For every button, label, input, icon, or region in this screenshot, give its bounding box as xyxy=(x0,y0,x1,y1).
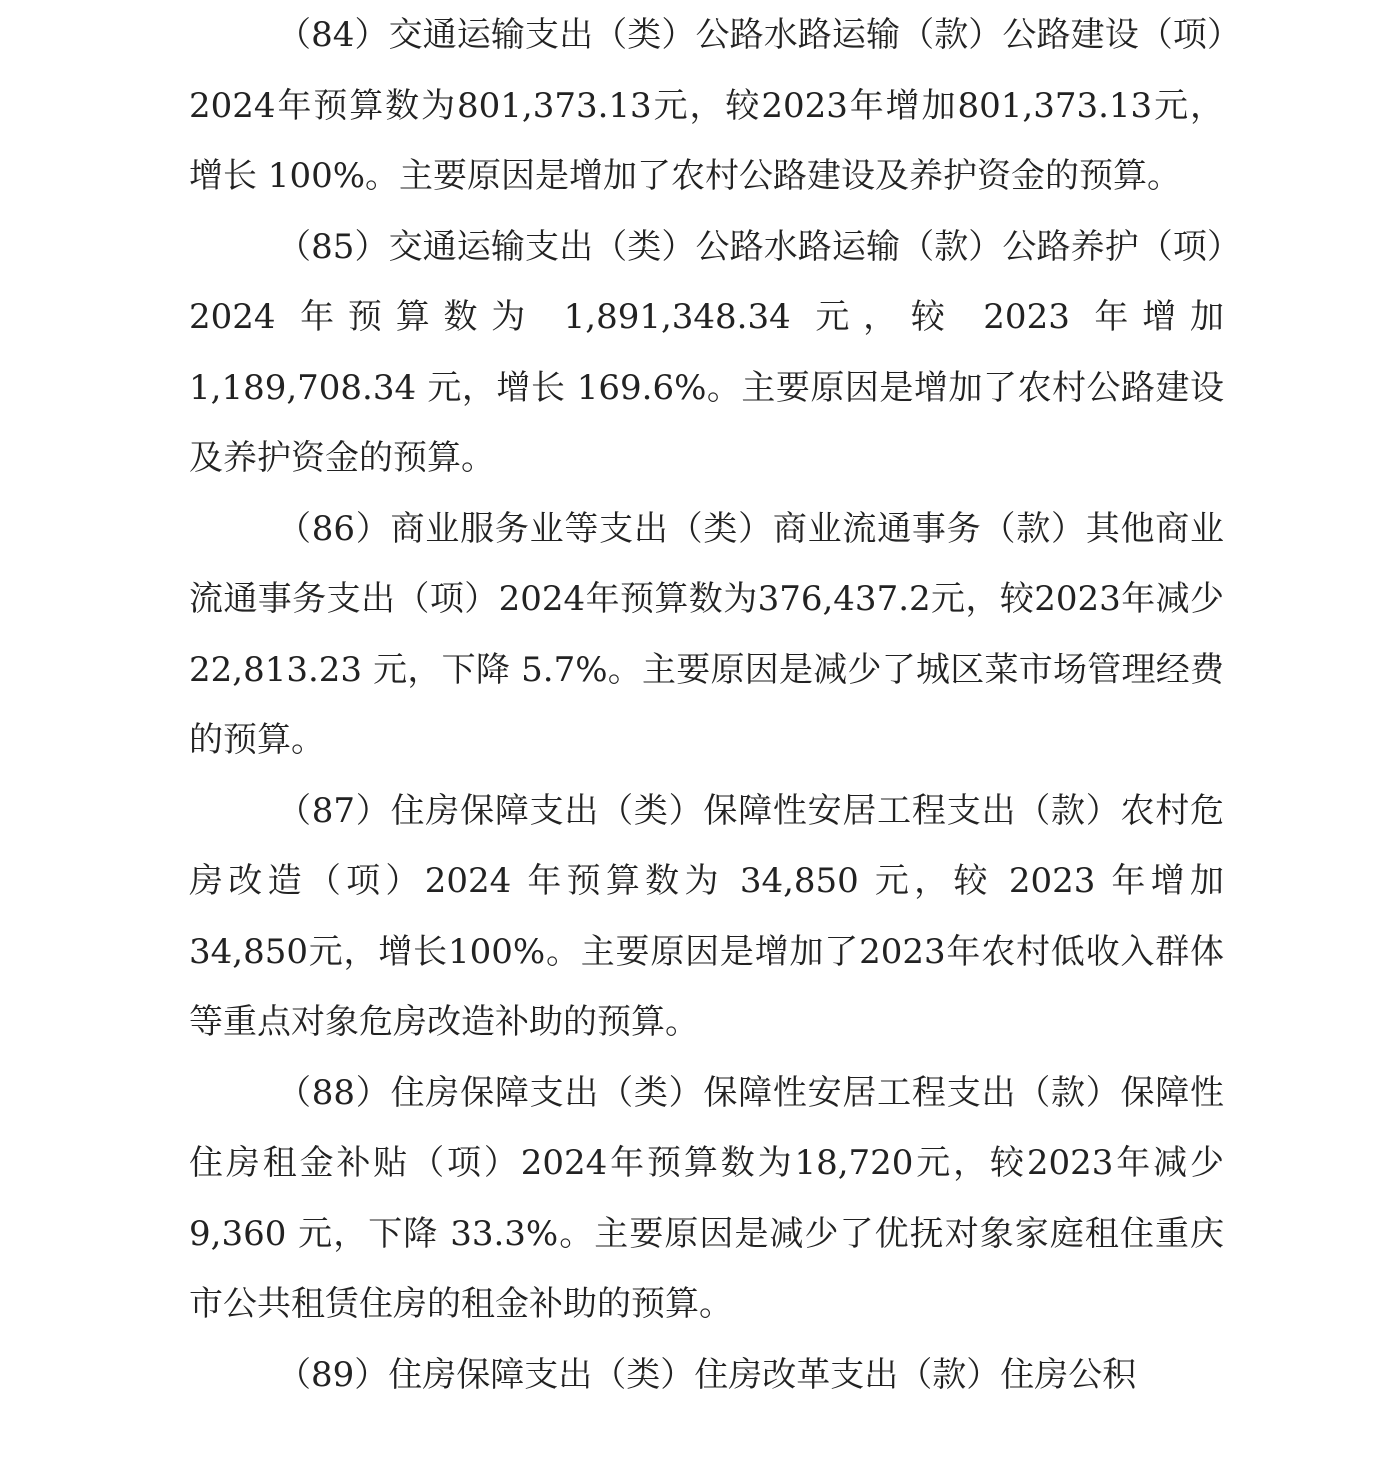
paragraph-87 xyxy=(189,776,1224,1058)
paragraph-85 xyxy=(189,212,1224,494)
paragraph-text: 住房保障支出（类）住房改革支出（款）住房公积 xyxy=(388,1354,1137,1395)
paragraph-number: （89） xyxy=(277,1354,389,1395)
document-page xyxy=(189,0,1224,1410)
paragraph-88 xyxy=(189,1058,1224,1340)
paragraph-86 xyxy=(189,494,1224,776)
paragraph-number: （85） xyxy=(277,226,389,267)
paragraph-text: 交通运输支出（类）公路水路运输（款）公路建设（项）2024年预算数为801,373.13元，较2023年增加801,373.13元，增长 100%。主要原因是增加了农村公路建设及养护资金的预算。 xyxy=(189,15,1225,196)
paragraph-number: （88） xyxy=(277,1072,391,1113)
paragraph-text: 商业服务业等支出（类）商业流通事务（款）其他商业流通事务支出（项）2024年预算数为376,437.2元，较2023年减少 22,813.23 元，下降 5.7%。主要原因是减少了城区菜市场管理经费的预算。 xyxy=(189,508,1225,760)
paragraph-84 xyxy=(189,0,1224,212)
paragraph-text: 交通运输支出（类）公路水路运输（款）公路养护（项）2024 年预算数为 1,891,348.34 元，较 2023 年增加1,189,708.34 元，增长 169.6%。主要原因是增加了农村公路建设及养护资金的预算。 xyxy=(189,226,1225,478)
paragraph-89 xyxy=(189,1340,1224,1411)
paragraph-number: （87） xyxy=(277,790,391,831)
paragraph-number: （86） xyxy=(277,508,391,549)
paragraph-text: 住房保障支出（类）保障性安居工程支出（款）保障性住房租金补贴（项）2024年预算数为18,720元，较2023年减少 9,360 元，下降 33.3%。主要原因是减少了优抚对象家庭租住重庆市公共租赁住房的租金补助的预算。 xyxy=(189,1072,1225,1324)
paragraph-text: 住房保障支出（类）保障性安居工程支出（款）农村危房改造（项）2024 年预算数为 34,850 元，较 2023 年增加34,850元，增长100%。主要原因是增加了2023年农村低收入群体等重点对象危房改造补助的预算。 xyxy=(189,790,1225,1042)
paragraph-number: （84） xyxy=(277,15,389,55)
